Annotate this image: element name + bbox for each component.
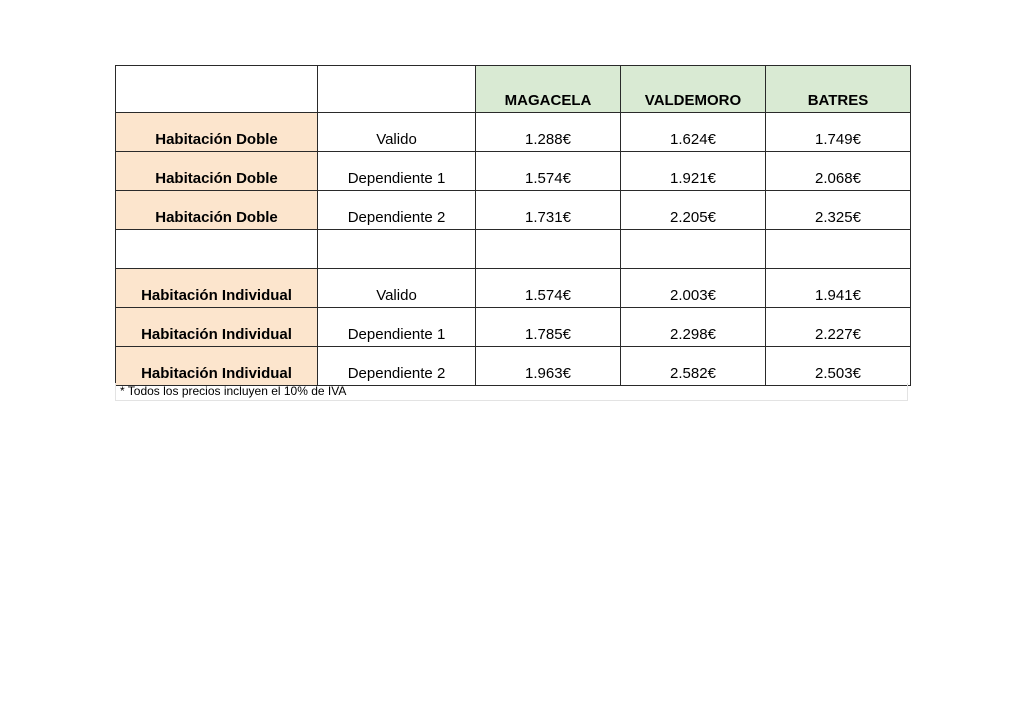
price-cell: 2.503€ <box>766 347 911 386</box>
header-batres: BATRES <box>766 66 911 113</box>
price-cell: 2.227€ <box>766 308 911 347</box>
table-row <box>116 308 911 347</box>
price-cell: 1.624€ <box>621 113 766 152</box>
category-cell: Valido <box>318 269 476 308</box>
header-valdemoro: VALDEMORO <box>621 66 766 113</box>
table-row <box>116 191 911 230</box>
header-empty-cell <box>318 66 476 113</box>
price-cell: 2.325€ <box>766 191 911 230</box>
price-cell: 1.963€ <box>476 347 621 386</box>
price-cell: 1.941€ <box>766 269 911 308</box>
empty-cell <box>476 230 621 269</box>
room-type-cell: Habitación Individual <box>116 347 318 386</box>
room-type-cell: Habitación Doble <box>116 113 318 152</box>
room-type-cell: Habitación Individual <box>116 269 318 308</box>
price-cell: 1.921€ <box>621 152 766 191</box>
empty-cell <box>621 230 766 269</box>
empty-cell <box>766 230 911 269</box>
price-table <box>115 65 911 386</box>
category-cell: Dependiente 1 <box>318 152 476 191</box>
empty-cell <box>318 230 476 269</box>
category-cell: Dependiente 1 <box>318 308 476 347</box>
price-cell: 1.731€ <box>476 191 621 230</box>
room-type-cell: Habitación Doble <box>116 191 318 230</box>
category-cell: Dependiente 2 <box>318 347 476 386</box>
price-cell: 2.298€ <box>621 308 766 347</box>
price-cell: 2.205€ <box>621 191 766 230</box>
price-cell: 1.749€ <box>766 113 911 152</box>
table-row <box>116 152 911 191</box>
category-cell: Dependiente 2 <box>318 191 476 230</box>
header-magacela: MAGACELA <box>476 66 621 113</box>
spacer-row <box>116 230 911 269</box>
price-cell: 1.288€ <box>476 113 621 152</box>
price-cell: 1.574€ <box>476 269 621 308</box>
table-row <box>116 113 911 152</box>
price-cell: 2.582€ <box>621 347 766 386</box>
price-cell: 2.003€ <box>621 269 766 308</box>
room-type-cell: Habitación Doble <box>116 152 318 191</box>
header-row <box>116 66 911 113</box>
price-cell: 2.068€ <box>766 152 911 191</box>
table-row <box>116 269 911 308</box>
table-row <box>116 347 911 386</box>
category-cell: Valido <box>318 113 476 152</box>
price-cell: 1.785€ <box>476 308 621 347</box>
room-type-cell: Habitación Individual <box>116 308 318 347</box>
empty-cell <box>116 230 318 269</box>
header-empty-cell <box>116 66 318 113</box>
vat-note: * Todos los precios incluyen el 10% de IVA <box>115 383 908 401</box>
price-cell: 1.574€ <box>476 152 621 191</box>
